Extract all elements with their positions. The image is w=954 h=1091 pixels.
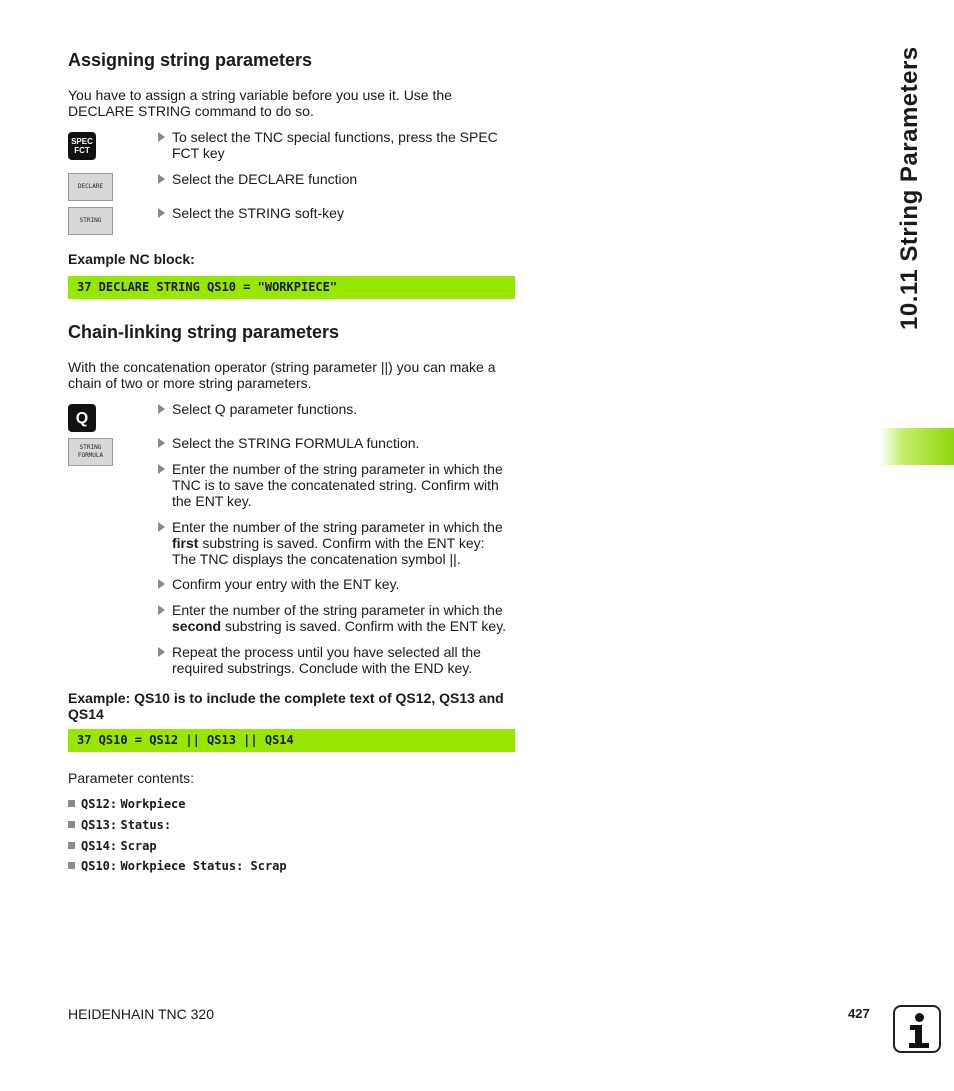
arrow-right-icon xyxy=(158,522,165,532)
declare-softkey[interactable]: DECLARE xyxy=(68,173,113,201)
code-block-concat: 37 QS10 = QS12 || QS13 || QS14 xyxy=(68,729,515,752)
arrow-right-icon xyxy=(158,464,165,474)
list-item: QS13: Status: xyxy=(68,817,171,833)
section-heading-chain-linking: Chain-linking string parameters xyxy=(68,322,340,342)
square-bullet-icon xyxy=(68,800,75,807)
example-label-1: Example NC block: xyxy=(68,251,195,267)
step-declare: Select the DECLARE function xyxy=(158,171,518,187)
list-item: QS12: Workpiece xyxy=(68,796,186,812)
section1-intro-line1: You have to assign a string variable before you use it. Use the xyxy=(68,87,452,103)
arrow-right-icon xyxy=(158,438,165,448)
step-second-substring: Enter the number of the string parameter in which the second substring is saved. Confirm with the ENT key. xyxy=(158,602,514,634)
spec-fct-key-line2: FCT xyxy=(74,146,90,155)
page-number: 427 xyxy=(848,1006,870,1021)
step-string-formula: Select the STRING FORMULA function. xyxy=(158,435,518,451)
step-string: Select the STRING soft-key xyxy=(158,205,518,221)
arrow-right-icon xyxy=(158,132,165,142)
section1-intro-line2: DECLARE STRING command to do so. xyxy=(68,103,314,119)
example-label-2: Example: QS10 is to include the complete text of QS12, QS13 and QS14 xyxy=(68,690,504,722)
q-key[interactable]: Q xyxy=(68,404,96,432)
section2-intro-line1: With the concatenation operator (string parameter ||) you can make a xyxy=(68,359,496,375)
parameter-contents-label: Parameter contents: xyxy=(68,770,195,786)
arrow-right-icon xyxy=(158,404,165,414)
info-icon xyxy=(893,1005,941,1053)
square-bullet-icon xyxy=(68,862,75,869)
string-softkey[interactable]: STRING xyxy=(68,207,113,235)
step-q-functions: Select Q parameter functions. xyxy=(158,401,518,417)
step-spec-fct: To select the TNC special functions, press the SPEC FCT key xyxy=(158,129,518,161)
section2-intro-line2: chain of two or more string parameters. xyxy=(68,375,312,391)
footer-product-name: HEIDENHAIN TNC 320 xyxy=(68,1006,215,1022)
spec-fct-key-line1: SPEC xyxy=(71,137,93,146)
section-heading-assigning: Assigning string parameters xyxy=(68,50,313,70)
arrow-right-icon xyxy=(158,208,165,218)
chapter-side-title: 10.11 String Parameters xyxy=(896,46,923,330)
section2-intro xyxy=(68,359,496,391)
section1-intro xyxy=(68,87,452,119)
list-item: QS10: Workpiece Status: Scrap xyxy=(68,858,287,874)
step-repeat: Repeat the process until you have selected all the required substrings. Conclude with the END key. xyxy=(158,644,510,676)
arrow-right-icon xyxy=(158,605,165,615)
step-target-parameter: Enter the number of the string parameter in which the TNC is to save the concatenated string. Confirm with the ENT key. xyxy=(158,461,510,509)
string-formula-softkey[interactable]: STRING FORMULA xyxy=(68,438,113,466)
list-item: QS14: Scrap xyxy=(68,838,157,854)
step-confirm-entry: Confirm your entry with the ENT key. xyxy=(158,576,518,592)
square-bullet-icon xyxy=(68,821,75,828)
arrow-right-icon xyxy=(158,647,165,657)
chapter-tab-marker xyxy=(880,428,954,465)
code-block-declare: 37 DECLARE STRING QS10 = "WORKPIECE" xyxy=(68,276,515,299)
arrow-right-icon xyxy=(158,174,165,184)
arrow-right-icon xyxy=(158,579,165,589)
square-bullet-icon xyxy=(68,842,75,849)
spec-fct-key[interactable] xyxy=(68,132,96,160)
step-first-substring: Enter the number of the string parameter in which the first substring is saved. Confirm with the ENT key: The TNC displays the concatenation symbol ||. xyxy=(158,519,510,567)
